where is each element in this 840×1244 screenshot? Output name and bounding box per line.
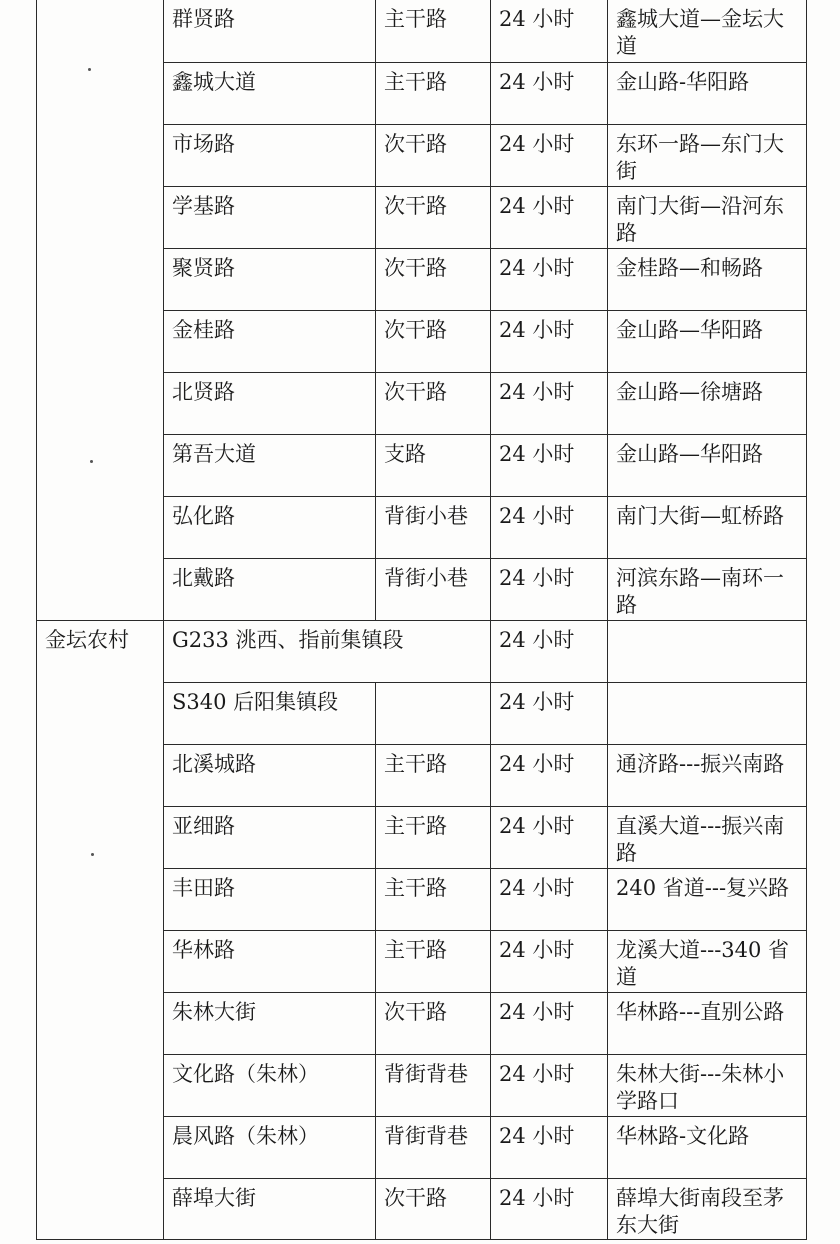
road-type-cell: 背街小巷 xyxy=(376,496,491,558)
service-hours-cell: 24 小时 xyxy=(491,620,608,682)
road-name-cell: S340 后阳集镇段 xyxy=(164,682,376,744)
table-row xyxy=(37,0,807,62)
scan-speck xyxy=(90,460,93,463)
road-name-cell: 晨风路（朱林） xyxy=(164,1116,376,1178)
service-hours-cell: 24 小时 xyxy=(491,1178,608,1239)
service-hours-cell: 24 小时 xyxy=(491,930,608,992)
road-name-cell: 薛埠大街 xyxy=(164,1178,376,1239)
road-name-cell: 文化路（朱林） xyxy=(164,1054,376,1116)
service-hours-cell: 24 小时 xyxy=(491,868,608,930)
service-hours-cell: 24 小时 xyxy=(491,744,608,806)
scan-speck xyxy=(91,853,94,856)
road-name-cell: 北贤路 xyxy=(164,372,376,434)
road-range-cell: 薛埠大街南段至茅东大街 xyxy=(608,1178,807,1239)
road-type-cell: 背街背巷 xyxy=(376,1116,491,1178)
road-range-cell: 金山路—华阳路 xyxy=(608,310,807,372)
road-range-cell: 金山路—徐塘路 xyxy=(608,372,807,434)
road-range-cell: 华林路---直别公路 xyxy=(608,992,807,1054)
road-name-cell: G233 洮西、指前集镇段 xyxy=(164,620,491,682)
road-type-cell: 主干路 xyxy=(376,62,491,124)
service-hours-cell: 24 小时 xyxy=(491,682,608,744)
service-hours-cell: 24 小时 xyxy=(491,992,608,1054)
road-range-cell: 南门大街—虹桥路 xyxy=(608,496,807,558)
road-type-cell: 次干路 xyxy=(376,992,491,1054)
road-type-cell: 次干路 xyxy=(376,124,491,186)
road-schedule-table xyxy=(36,0,807,1240)
road-type-cell: 背街背巷 xyxy=(376,1054,491,1116)
road-range-cell: 金山路-华阳路 xyxy=(608,62,807,124)
road-name-cell: 金桂路 xyxy=(164,310,376,372)
service-hours-cell: 24 小时 xyxy=(491,434,608,496)
road-range-cell: 鑫城大道—金坛大道 xyxy=(608,0,807,62)
road-range-cell: 直溪大道---振兴南路 xyxy=(608,806,807,868)
road-range-cell xyxy=(608,682,807,744)
district-cell xyxy=(37,0,164,620)
road-range-cell xyxy=(608,620,807,682)
road-range-cell: 金桂路—和畅路 xyxy=(608,248,807,310)
service-hours-cell: 24 小时 xyxy=(491,372,608,434)
road-type-cell: 次干路 xyxy=(376,186,491,248)
service-hours-cell: 24 小时 xyxy=(491,186,608,248)
road-type-cell: 次干路 xyxy=(376,310,491,372)
road-name-cell: 弘化路 xyxy=(164,496,376,558)
road-name-cell: 北戴路 xyxy=(164,558,376,620)
road-range-cell: 通济路---振兴南路 xyxy=(608,744,807,806)
road-name-cell: 鑫城大道 xyxy=(164,62,376,124)
service-hours-cell: 24 小时 xyxy=(491,558,608,620)
road-type-cell: 背街小巷 xyxy=(376,558,491,620)
road-range-cell: 东环一路—东门大街 xyxy=(608,124,807,186)
road-type-cell: 主干路 xyxy=(376,930,491,992)
service-hours-cell: 24 小时 xyxy=(491,62,608,124)
road-type-cell: 次干路 xyxy=(376,248,491,310)
table-row xyxy=(37,620,807,682)
road-type-cell: 次干路 xyxy=(376,372,491,434)
service-hours-cell: 24 小时 xyxy=(491,1054,608,1116)
road-name-cell: 聚贤路 xyxy=(164,248,376,310)
road-name-cell: 北溪城路 xyxy=(164,744,376,806)
service-hours-cell: 24 小时 xyxy=(491,124,608,186)
road-type-cell: 主干路 xyxy=(376,806,491,868)
road-name-cell: 群贤路 xyxy=(164,0,376,62)
road-type-cell: 主干路 xyxy=(376,0,491,62)
service-hours-cell: 24 小时 xyxy=(491,248,608,310)
road-range-cell: 朱林大街---朱林小学路口 xyxy=(608,1054,807,1116)
road-range-cell: 河滨东路—南环一路 xyxy=(608,558,807,620)
road-type-cell: 次干路 xyxy=(376,1178,491,1239)
service-hours-cell: 24 小时 xyxy=(491,0,608,62)
road-range-cell: 龙溪大道---340 省道 xyxy=(608,930,807,992)
road-range-cell: 240 省道---复兴路 xyxy=(608,868,807,930)
road-type-cell: 支路 xyxy=(376,434,491,496)
road-range-cell: 华林路-文化路 xyxy=(608,1116,807,1178)
service-hours-cell: 24 小时 xyxy=(491,310,608,372)
road-name-cell: 学基路 xyxy=(164,186,376,248)
service-hours-cell: 24 小时 xyxy=(491,1116,608,1178)
road-type-cell: 主干路 xyxy=(376,744,491,806)
road-range-cell: 金山路—华阳路 xyxy=(608,434,807,496)
road-name-cell: 亚细路 xyxy=(164,806,376,868)
road-name-cell: 第吾大道 xyxy=(164,434,376,496)
road-name-cell: 丰田路 xyxy=(164,868,376,930)
road-range-cell: 南门大街—沿河东路 xyxy=(608,186,807,248)
road-name-cell: 市场路 xyxy=(164,124,376,186)
scan-speck xyxy=(88,68,91,71)
road-type-cell xyxy=(376,682,491,744)
road-name-cell: 华林路 xyxy=(164,930,376,992)
road-name-cell: 朱林大街 xyxy=(164,992,376,1054)
service-hours-cell: 24 小时 xyxy=(491,496,608,558)
district-cell: 金坛农村 xyxy=(37,620,164,1239)
road-type-cell: 主干路 xyxy=(376,868,491,930)
service-hours-cell: 24 小时 xyxy=(491,806,608,868)
